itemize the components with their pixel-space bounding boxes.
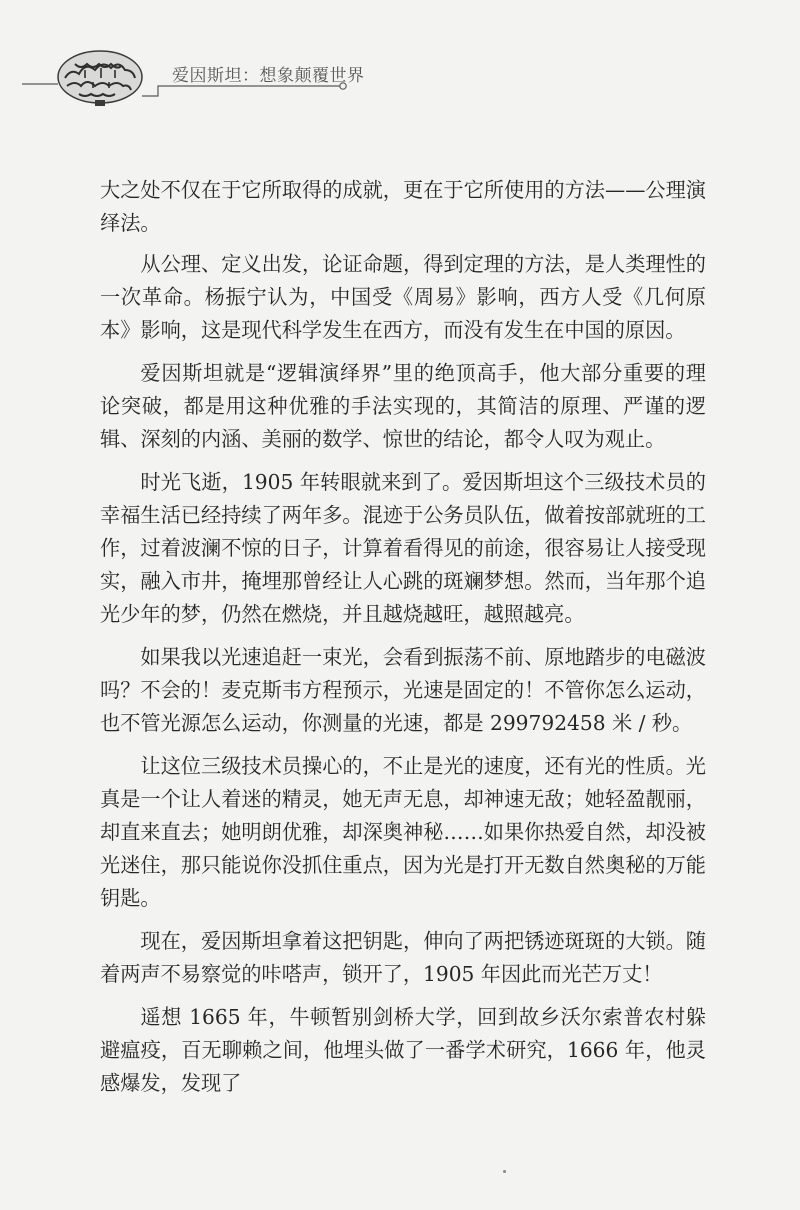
paragraph-3: 爱因斯坦就是“逻辑演绎界”里的绝顶高手，他大部分重要的理论突破，都是用这种优雅的手法实现的，其简洁的原理、严谨的逻辑、深刻的内涵、美丽的数学、惊世的结论，都令人叹为观止。 — [100, 361, 706, 451]
paragraph-1: 大之处不仅在于它所取得的成就，更在于它所使用的方法——公理演绎法。 — [100, 178, 706, 235]
brain-icon — [55, 48, 145, 106]
body-text — [100, 174, 706, 1110]
paragraph-2: 从公理、定义出发，论证命题，得到定理的方法，是人类理性的一次革命。杨振宁认为，中国受《周易》影响，西方人受《几何原本》影响，这是现代科学发生在西方，而没有发生在中国的原因。 — [100, 252, 706, 342]
running-header-title: 爱因斯坦：想象颠覆世界 — [172, 66, 365, 86]
paragraph-8: 遥想 1665 年，牛顿暂别剑桥大学，回到故乡沃尔索普农村躲避瘟疫，百无聊赖之间，他埋头做了一番学术研究，1666 年，他灵感爆发，发现了 — [100, 1005, 706, 1095]
page-header — [0, 0, 800, 120]
paragraph-6: 让这位三级技术员操心的，不止是光的速度，还有光的性质。光真是一个让人着迷的精灵，她无声无息，却神速无敌；她轻盈靓丽，却直来直去；她明朗优雅，却深奥神秘……如果你热爱自然，却没被光迷住，那只能说你没抓住重点，因为光是打开无数自然奥秘的万能钥匙。 — [100, 754, 706, 910]
paragraph-7: 现在，爱因斯坦拿着这把钥匙，伸向了两把锈迹斑斑的大锁。随着两声不易察觉的咔嗒声，锁开了，1905 年因此而光芒万丈！ — [100, 929, 706, 986]
scan-speck — [503, 1170, 506, 1173]
paragraph-5: 如果我以光速追赶一束光，会看到振荡不前、原地踏步的电磁波吗？不会的！麦克斯韦方程预示，光速是固定的！不管你怎么运动，也不管光源怎么运动，你测量的光速，都是 299792458 米 / 秒。 — [100, 645, 706, 735]
paragraph-4: 时光飞逝，1905 年转眼就来到了。爱因斯坦这个三级技术员的幸福生活已经持续了两年多。混迹于公务员队伍，做着按部就班的工作，过着波澜不惊的日子，计算着看得见的前途，很容易让人接受现实，融入市井，掩埋那曾经让人心跳的斑斓梦想。然而，当年那个追光少年的梦，仍然在燃烧，并且越烧越旺，越照越亮。 — [100, 470, 706, 626]
